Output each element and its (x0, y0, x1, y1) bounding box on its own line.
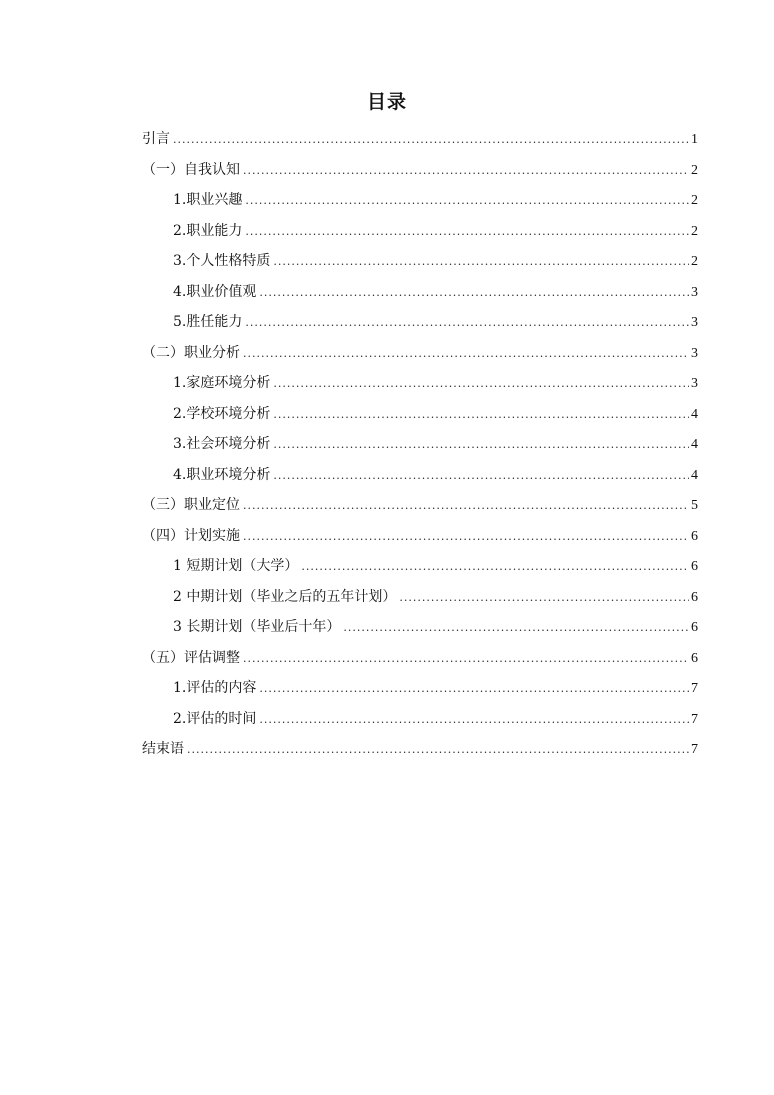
toc-entry[interactable] (142, 155, 698, 186)
toc-entry-label: 2.职业能力 (173, 222, 243, 239)
toc-dot-leader (243, 491, 689, 522)
toc-dot-leader (399, 583, 689, 614)
toc-dot-leader (273, 400, 689, 431)
toc-entry[interactable] (142, 673, 698, 704)
toc-dot-leader (243, 156, 689, 187)
toc-entry-page: 2 (691, 193, 698, 208)
toc-entry[interactable] (142, 429, 698, 460)
toc-entry[interactable] (142, 582, 698, 613)
toc-entry-page: 2 (691, 223, 698, 239)
toc-entry-page: 3 (691, 376, 698, 391)
toc-dot-leader (245, 217, 689, 248)
toc-entry-label: （二）职业分析 (142, 344, 240, 361)
toc-entry-page: 7 (691, 711, 698, 727)
toc-entry-page: 4 (691, 467, 698, 483)
toc-dot-leader (243, 522, 689, 553)
toc-dot-leader (259, 705, 689, 736)
toc-entry[interactable] (142, 460, 698, 491)
toc-entry[interactable] (142, 338, 698, 369)
toc-entry-page: 6 (691, 589, 698, 605)
toc-dot-leader (187, 735, 689, 766)
toc-entry-label: 5.胜任能力 (173, 314, 243, 330)
toc-entry-label: 1.职业兴趣 (173, 192, 243, 208)
toc-entry-label: （三）职业定位 (142, 497, 240, 513)
toc-entry-label: 结束语 (142, 741, 184, 757)
toc-entry-page: 4 (691, 437, 698, 452)
toc-dot-leader (173, 125, 689, 156)
toc-dot-leader (273, 369, 689, 400)
table-of-contents (142, 124, 698, 765)
toc-dot-leader (243, 339, 689, 370)
toc-entry-label: 引言 (142, 131, 170, 147)
toc-entry[interactable] (142, 216, 698, 247)
toc-entry-label: 2.评估的时间 (173, 710, 257, 727)
toc-dot-leader (301, 552, 689, 583)
toc-entry[interactable] (142, 643, 698, 674)
toc-entry-page: 6 (691, 528, 698, 544)
toc-entry[interactable] (142, 399, 698, 430)
toc-dot-leader (343, 613, 689, 644)
toc-entry-label: 3.个人性格特质 (173, 253, 271, 269)
toc-entry[interactable] (142, 521, 698, 552)
toc-entry-page: 3 (691, 284, 698, 300)
toc-entry-label: （四）计划实施 (142, 527, 240, 544)
toc-entry-label: （一）自我认知 (142, 161, 240, 178)
toc-entry-page: 7 (691, 742, 698, 757)
toc-entry-page: 2 (691, 162, 698, 178)
toc-dot-leader (245, 308, 689, 339)
toc-entry[interactable] (142, 277, 698, 308)
toc-title: 目录 (366, 91, 407, 113)
toc-entry-page: 6 (691, 559, 698, 574)
toc-dot-leader (243, 644, 689, 675)
toc-entry-page: 5 (691, 498, 698, 513)
toc-dot-leader (273, 247, 689, 278)
toc-entry-page: 6 (691, 650, 698, 666)
toc-entry-label: 2 中期计划（毕业之后的五年计划） (173, 588, 397, 605)
toc-dot-leader (259, 278, 689, 309)
toc-dot-leader (245, 186, 689, 217)
toc-entry[interactable] (142, 185, 698, 216)
toc-entry[interactable] (142, 246, 698, 277)
toc-entry-label: 3.社会环境分析 (173, 436, 271, 452)
toc-entry[interactable] (142, 124, 698, 155)
toc-entry[interactable] (142, 307, 698, 338)
toc-entry[interactable] (142, 551, 698, 582)
toc-entry-label: 1 短期计划（大学） (173, 558, 299, 574)
toc-entry-label: 4.职业价值观 (173, 283, 257, 300)
toc-entry-label: 1.家庭环境分析 (173, 375, 271, 391)
toc-entry-label: 4.职业环境分析 (173, 466, 271, 483)
toc-entry-page: 3 (691, 315, 698, 330)
toc-entry[interactable] (142, 734, 698, 765)
toc-entry-page: 2 (691, 254, 698, 269)
toc-entry[interactable] (142, 490, 698, 521)
toc-entry-page: 6 (691, 620, 698, 635)
toc-entry-label: （五）评估调整 (142, 649, 240, 666)
toc-dot-leader (259, 674, 689, 705)
toc-entry-page: 3 (691, 345, 698, 361)
toc-dot-leader (273, 461, 689, 492)
toc-entry-label: 2.学校环境分析 (173, 405, 271, 422)
toc-entry-page: 7 (691, 681, 698, 696)
toc-dot-leader (273, 430, 689, 461)
toc-entry-page: 4 (691, 406, 698, 422)
toc-entry[interactable] (142, 368, 698, 399)
toc-entry-label: 1.评估的内容 (173, 680, 257, 696)
toc-entry[interactable] (142, 704, 698, 735)
toc-entry-page: 1 (691, 132, 698, 147)
toc-entry[interactable] (142, 612, 698, 643)
toc-entry-label: 3 长期计划（毕业后十年） (173, 619, 341, 635)
